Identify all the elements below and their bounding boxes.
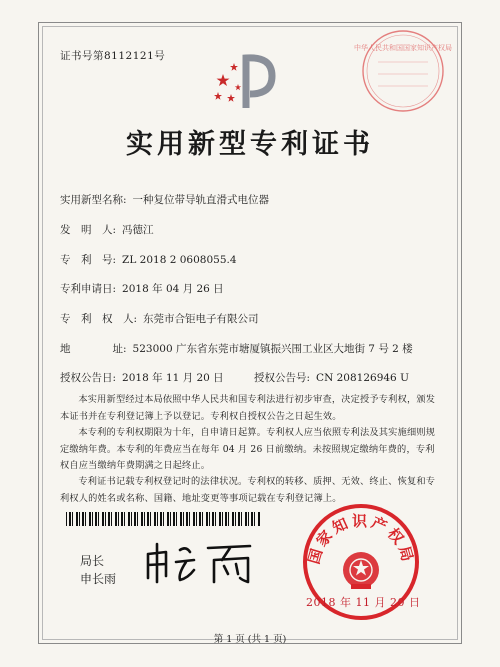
grant-date-value: 2018 年 11 月 20 日 <box>122 372 224 384</box>
grant-date-label: 授权公告日: <box>60 372 117 384</box>
field-patent-number <box>60 252 237 267</box>
field-label: 专 利 权 人: <box>60 313 138 325</box>
body-paragraph-term: 本专利的专利权期限为十年，自申请日起算。专利权人应当依照专利法及其实施细则规定缴纳年费。本专利的年费应当在每年 04 月 26 日前缴纳。未按照规定缴纳年费的，专利权自应当缴纳年费期满之日起终止。 <box>60 427 436 471</box>
grant-pub-label: 授权公告号: <box>254 372 311 384</box>
seal-arc-text: 国家知识产权局 <box>304 512 418 567</box>
field-label: 专 利 号: <box>60 254 117 266</box>
field-value: 冯德江 <box>122 224 154 236</box>
field-utility-name <box>60 192 269 207</box>
seal-emblem <box>343 552 379 589</box>
field-inventor <box>60 222 154 237</box>
field-application-date <box>60 281 224 296</box>
field-label: 发 明 人: <box>60 224 117 236</box>
handwritten-signature <box>142 540 260 586</box>
field-label: 地 址: <box>60 343 127 355</box>
patent-office-logo <box>210 50 286 114</box>
field-value: 一种复位带导轨直滑式电位器 <box>132 194 270 206</box>
field-address <box>60 341 413 356</box>
field-value: 523000 广东省东莞市塘厦镇振兴围工业区大地街 7 号 2 楼 <box>132 343 413 355</box>
page-footer: 第 1 页 (共 1 页) <box>213 634 287 645</box>
certificate-number: 证书号第8112121号 <box>60 50 166 62</box>
certificate-title: 实用新型专利证书 <box>126 129 374 160</box>
top-stamp-text: 中华人民共和国国家知识产权局 <box>354 44 452 52</box>
top-stamp-seal <box>354 28 452 114</box>
grant-date-row <box>60 370 224 385</box>
field-value: 2018 年 04 月 26 日 <box>122 283 224 295</box>
signature-name: 申长雨 <box>80 572 117 586</box>
field-value: 东莞市合钜电子有限公司 <box>143 313 259 325</box>
barcode <box>66 512 260 526</box>
body-paragraph-legal: 专利证书记载专利权登记时的法律状况。专利权的转移、质押、无效、终止、恢复和专利权人的姓名或名称、国籍、地址变更等事项记载在专利登记簿上。 <box>60 476 436 504</box>
signature-role: 局长 <box>80 554 105 568</box>
field-patentee <box>60 311 259 326</box>
seal-date: 2018 年 11 月 20 日 <box>306 596 421 609</box>
field-label: 专利申请日: <box>60 283 117 295</box>
logo-p-shape <box>246 58 272 108</box>
grant-pub-row <box>254 370 409 385</box>
logo-stars <box>214 63 241 102</box>
field-value: ZL 2018 2 0608055.4 <box>122 254 237 266</box>
field-label: 实用新型名称: <box>60 194 127 206</box>
body-paragraph-grant: 本实用新型经过本局依照中华人民共和国专利法进行初步审查，决定授予专利权，颁发本证书并在专利登记簿上予以登记。专利权自授权公告之日起生效。 <box>60 394 436 422</box>
grant-pub-value: CN 208126946 U <box>316 372 409 384</box>
